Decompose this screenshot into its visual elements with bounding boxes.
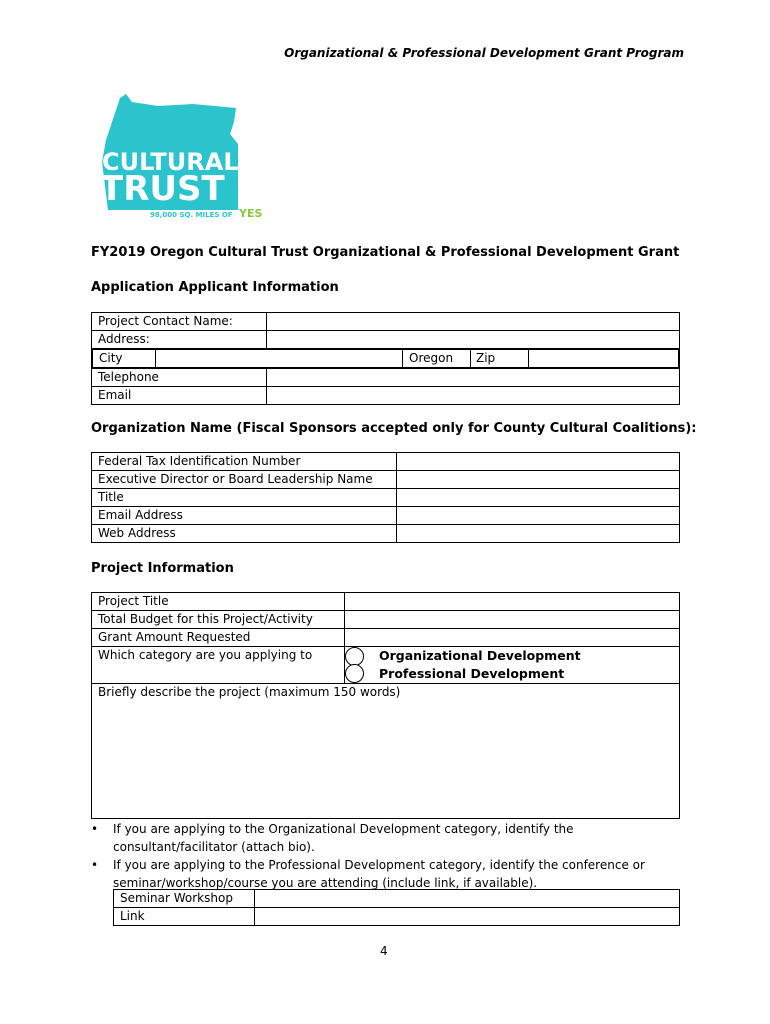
address-label: Address: <box>92 331 267 349</box>
link-field[interactable] <box>255 908 680 926</box>
list-item <box>91 856 681 892</box>
applicant-table <box>91 312 680 405</box>
organization-heading: Organization Name (Fiscal Sponsors accepted only for County Cultural Coalitions): <box>91 421 697 436</box>
grant-amount-field[interactable] <box>345 629 680 647</box>
link-label: Link <box>114 908 255 926</box>
total-budget-field[interactable] <box>345 611 680 629</box>
director-name-label: Executive Director or Board Leadership Name <box>92 471 397 489</box>
oregon-state-shape-icon <box>98 92 278 222</box>
web-address-field[interactable] <box>397 525 680 543</box>
page-number: 4 <box>380 944 388 958</box>
cultural-trust-logo <box>98 92 278 222</box>
org-email-label: Email Address <box>92 507 397 525</box>
bullet-icon: • <box>91 858 99 872</box>
project-title-label: Project Title <box>92 593 345 611</box>
project-heading: Project Information <box>91 561 234 576</box>
organization-table <box>91 452 680 543</box>
instruction-org-dev: If you are applying to the Organizational Development category, identify the consultant/facilitator (attach bio). <box>113 822 574 854</box>
seminar-workshop-label: Seminar Workshop <box>114 890 255 908</box>
applicant-heading: Application Applicant Information <box>91 280 339 295</box>
logo-tagline: 98,000 SQ. MILES OF <box>150 211 233 219</box>
city-label: City <box>93 350 156 368</box>
web-address-label: Web Address <box>92 525 397 543</box>
document-header: Organizational & Professional Development Grant Program <box>284 46 684 60</box>
project-contact-name-field[interactable] <box>267 313 680 331</box>
bullet-icon: • <box>91 822 99 836</box>
professional-development-label: Professional Development <box>379 666 565 681</box>
grant-amount-label: Grant Amount Requested <box>92 629 345 647</box>
email-field[interactable] <box>267 387 680 405</box>
professional-development-radio[interactable] <box>345 664 364 683</box>
instruction-prof-dev: If you are applying to the Professional Development category, identify the conference or seminar/workshop/course you are attending (include link, if available). <box>113 858 645 890</box>
org-email-field[interactable] <box>397 507 680 525</box>
project-contact-name-label: Project Contact Name: <box>92 313 267 331</box>
logo-line2: TRUST <box>100 169 225 209</box>
organizational-development-label: Organizational Development <box>379 648 581 663</box>
list-item <box>91 820 681 856</box>
project-table <box>91 592 680 819</box>
title-label: Title <box>92 489 397 507</box>
zip-label: Zip <box>471 350 529 368</box>
logo-yes: YES <box>239 207 263 220</box>
title-field[interactable] <box>397 489 680 507</box>
instructions-list <box>91 820 681 892</box>
zip-field[interactable] <box>529 350 679 368</box>
telephone-field[interactable] <box>267 369 680 387</box>
category-radio-group <box>345 647 679 683</box>
seminar-table <box>113 889 680 926</box>
project-description-field[interactable] <box>92 684 680 819</box>
project-description-label: Briefly describe the project (maximum 150 words) <box>98 685 401 699</box>
address-field[interactable] <box>267 331 680 349</box>
project-title-field[interactable] <box>345 593 680 611</box>
seminar-workshop-field[interactable] <box>255 890 680 908</box>
email-label: Email <box>92 387 267 405</box>
city-row <box>92 349 679 368</box>
category-question-label: Which category are you applying to <box>92 647 345 684</box>
logo-line1: CULTURAL <box>102 148 239 176</box>
state-label: Oregon <box>403 350 471 368</box>
tax-id-label: Federal Tax Identification Number <box>92 453 397 471</box>
city-field[interactable] <box>156 350 403 368</box>
document-title: FY2019 Oregon Cultural Trust Organizational & Professional Development Grant <box>91 245 680 260</box>
telephone-label: Telephone <box>92 369 267 387</box>
tax-id-field[interactable] <box>397 453 680 471</box>
total-budget-label: Total Budget for this Project/Activity <box>92 611 345 629</box>
director-name-field[interactable] <box>397 471 680 489</box>
